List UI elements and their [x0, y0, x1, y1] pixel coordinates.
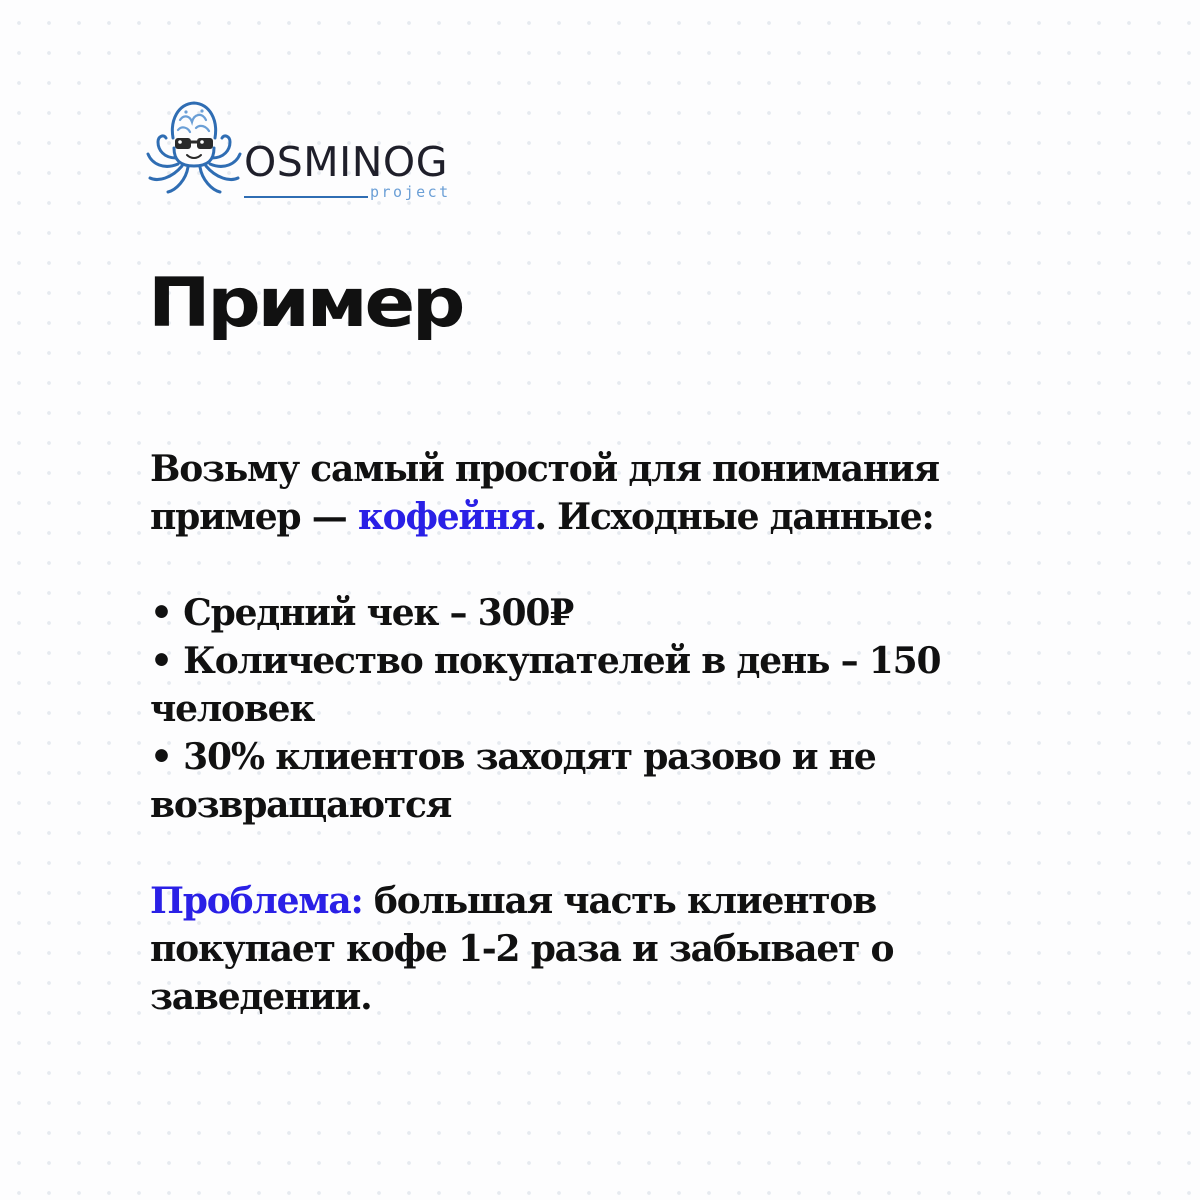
- intro-line-2-start: пример —: [150, 496, 358, 538]
- bullet-item: [150, 733, 1050, 829]
- bullet-item: [150, 589, 1050, 637]
- octopus-brain-glasses-icon: [144, 98, 244, 208]
- intro-line-2-end: . Исходные данные:: [534, 496, 934, 538]
- logo-underline: [244, 196, 368, 198]
- highlight-coffee-shop: кофейня: [357, 496, 535, 538]
- bullet-text: Количество покупателей в день – 150: [183, 640, 941, 682]
- bullet-text-continued: возвращаются: [150, 784, 452, 826]
- intro-paragraph: [150, 445, 1050, 541]
- content-body: [150, 445, 1050, 1021]
- logo-wordmark: OSMINOG: [244, 138, 448, 186]
- problem-line-2: покупает кофе 1-2 раза и забывает о: [150, 928, 894, 970]
- bullet-text: Средний чек – 300₽: [183, 592, 574, 634]
- problem-line-3: заведении.: [150, 976, 372, 1018]
- logo-subtitle: project: [370, 183, 451, 201]
- bullet-text-continued: человек: [150, 688, 315, 730]
- bullet-marker: •: [150, 640, 172, 682]
- intro-line-1: Возьму самый простой для понимания: [150, 448, 939, 490]
- page-title: Пример: [148, 264, 463, 343]
- spacer: [150, 541, 1050, 589]
- brand-logo: [144, 98, 474, 210]
- problem-label: Проблема:: [150, 880, 363, 922]
- problem-line-1: большая часть клиентов: [362, 880, 877, 922]
- bullet-marker: •: [150, 736, 172, 778]
- bullet-text: 30% клиентов заходят разово и не: [183, 736, 876, 778]
- bullet-item: [150, 637, 1050, 733]
- bullet-marker: •: [150, 592, 172, 634]
- problem-paragraph: [150, 877, 1050, 1021]
- spacer: [150, 829, 1050, 877]
